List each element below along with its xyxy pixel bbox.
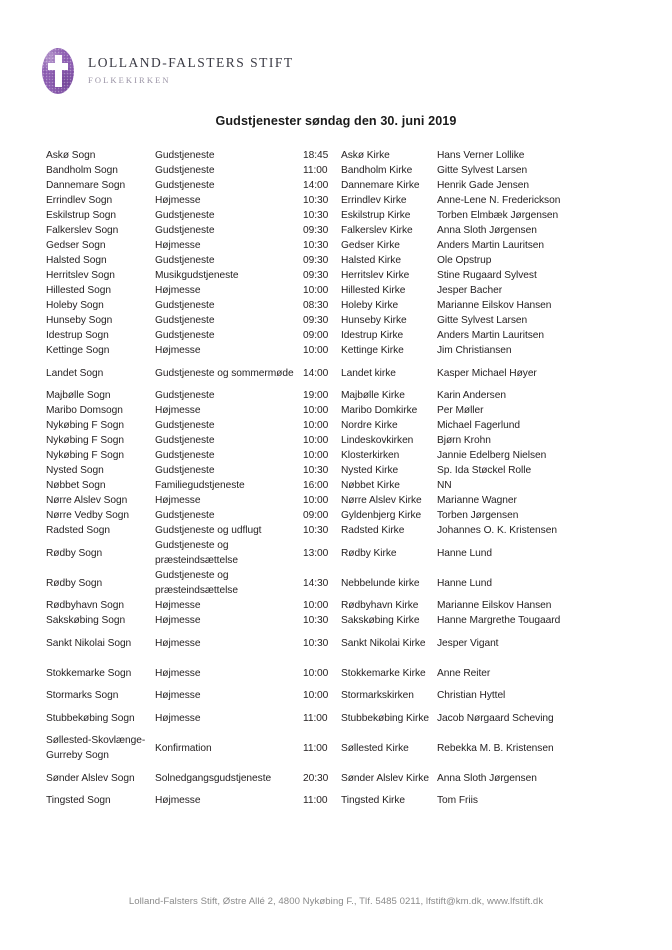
table-row [46,464,636,479]
cell-parish: Sakskøbing Sogn [46,615,126,627]
cell-time: 13:00 [303,547,329,559]
cell-parish: Nøbbet Sogn [46,480,106,492]
table-row [46,509,636,524]
table-row [46,164,636,179]
cell-church: Rødbyhavn Kirke [341,600,419,612]
cell-parish: Rødby Sogn [46,577,103,589]
cell-time: 20:30 [303,772,329,784]
cell-time: 09:00 [303,510,329,522]
cell-service: Gudstjeneste [155,330,215,342]
cell-parish: Nysted Sogn [46,465,104,477]
cell-pastor: Torben Jørgensen [437,510,519,522]
cell-pastor: Johannes O. K. Kristensen [437,525,557,537]
cell-service: Gudstjeneste [155,315,215,327]
cell-pastor: Anne Reiter [437,667,491,679]
cell-pastor: Stine Rugaard Sylvest [437,270,537,282]
cell-parish: Hunseby Sogn [46,315,113,327]
table-row [46,299,636,314]
cell-church: Majbølle Kirke [341,390,405,402]
cell-service: Højmesse [155,667,201,679]
cell-pastor: Kasper Michael Høyer [437,367,537,379]
cell-church: Errindlev Kirke [341,195,407,207]
cell-service: Højmesse [155,240,201,252]
table-row [46,659,636,689]
cell-parish: Nørre Alslev Sogn [46,495,128,507]
cell-parish: Rødbyhavn Sogn [46,600,125,612]
cell-service: Gudstjeneste [155,510,215,522]
table-row [46,539,636,569]
cell-service: Solnedgangsgudstjeneste [155,772,272,784]
cell-church: Nebbelunde kirke [341,577,420,589]
cell-pastor: Jesper Bacher [437,285,503,297]
cell-church: Maribo Domkirke [341,405,418,417]
cell-church: Sankt Nikolai Kirke [341,637,426,649]
cell-parish: Kettinge Sogn [46,345,110,357]
cell-parish: Halsted Sogn [46,255,107,267]
cell-church: Stormarkskirken [341,690,414,702]
cell-service: Gudstjeneste [155,300,215,312]
cell-parish: Nørre Vedby Sogn [46,510,130,522]
cell-parish: Stubbekøbing Sogn [46,712,135,724]
cell-pastor: Torben Elmbæk Jørgensen [437,210,559,222]
cell-service: Højmesse [155,795,201,807]
table-row [46,419,636,434]
cell-church: Gyldenbjerg Kirke [341,510,422,522]
cell-church: Rødby Kirke [341,547,397,559]
cell-parish: Sankt Nikolai Sogn [46,637,132,649]
cell-parish: Askø Sogn [46,150,96,162]
cell-parish: Hillested Sogn [46,285,111,297]
cell-pastor: Hans Verner Lollike [437,150,525,162]
cell-parish: Rødby Sogn [46,547,103,559]
cell-service: Højmesse [155,405,201,417]
cell-parish: Søllested-Skovlænge-Gurreby Sogn [46,735,146,761]
cell-parish: Majbølle Sogn [46,390,111,402]
cell-service: Højmesse [155,637,201,649]
cell-church: Kettinge Kirke [341,345,404,357]
cell-time: 14:30 [303,577,329,589]
cross-vertical-bar [55,55,62,87]
cell-church: Nysted Kirke [341,465,399,477]
cell-time: 10:00 [303,690,329,702]
table-row [46,689,636,704]
cell-service: Højmesse [155,690,201,702]
cell-pastor: Ole Opstrup [437,255,492,267]
cell-church: Sakskøbing Kirke [341,615,420,627]
cell-pastor: Anders Martin Lauritsen [437,330,545,342]
cell-service: Gudstjeneste og sommermøde [155,367,294,379]
cell-time: 11:00 [303,742,328,754]
cell-pastor: Jesper Vigant [437,637,499,649]
cell-parish: Idestrup Sogn [46,330,109,342]
table-row [46,764,636,794]
cell-service: Familiegudstjeneste [155,480,245,492]
cell-parish: Nykøbing F Sogn [46,435,124,447]
cell-church: Stubbekøbing Kirke [341,712,430,724]
table-row [46,359,636,389]
table-row [46,794,636,809]
cell-time: 10:30 [303,210,329,222]
schedule-body [46,149,636,809]
cell-service: Højmesse [155,285,201,297]
service-schedule-table [46,149,636,809]
table-row [46,629,636,659]
cell-pastor: Hanne Lund [437,547,493,559]
cell-parish: Maribo Domsogn [46,405,123,417]
table-row [46,224,636,239]
cell-time: 11:00 [303,795,328,807]
cell-pastor: Henrik Gade Jensen [437,180,529,192]
table-row [46,209,636,224]
cell-pastor: Hanne Lund [437,577,493,589]
cell-pastor: Per Møller [437,405,484,417]
cell-church: Hillested Kirke [341,285,406,297]
cell-time: 10:30 [303,465,329,477]
table-row [46,269,636,284]
table-row [46,404,636,419]
cell-parish: Eskilstrup Sogn [46,210,117,222]
cell-time: 10:00 [303,285,329,297]
cell-service: Gudstjeneste [155,210,215,222]
cell-time: 10:00 [303,667,329,679]
cell-pastor: Christian Hyttel [437,690,506,702]
cell-church: Tingsted Kirke [341,795,406,807]
cell-parish: Radsted Sogn [46,525,110,537]
cell-church: Nøbbet Kirke [341,480,400,492]
cell-parish: Gedser Sogn [46,240,106,252]
table-row [46,524,636,539]
cell-service: Gudstjeneste [155,165,215,177]
cell-service: Gudstjeneste og udflugt [155,525,262,537]
cell-pastor: Anne-Lene N. Frederickson [437,195,561,207]
stift-logo [42,46,294,96]
cell-time: 09:30 [303,255,329,267]
cell-service: Højmesse [155,712,201,724]
cell-pastor: Anna Sloth Jørgensen [437,225,537,237]
logo-wordmark [88,56,294,85]
cell-church: Radsted Kirke [341,525,405,537]
cell-service: Musikgudstjeneste [155,270,239,282]
cell-church: Falkerslev Kirke [341,225,413,237]
logo-subtitle: FOLKEKIRKEN [88,75,171,86]
table-row [46,329,636,344]
cell-service: Gudstjeneste [155,450,215,462]
cell-parish: Nykøbing F Sogn [46,450,124,462]
cell-church: Stokkemarke Kirke [341,667,426,679]
table-row [46,254,636,269]
cell-pastor: Jannie Edelberg Nielsen [437,450,547,462]
cell-service: Højmesse [155,615,201,627]
cell-time: 16:00 [303,480,329,492]
cell-time: 10:30 [303,615,329,627]
cross-horizontal-bar [48,63,68,70]
cell-church: Søllested Kirke [341,742,409,754]
cell-time: 09:30 [303,225,329,237]
cell-parish: Herritslev Sogn [46,270,115,282]
cell-parish: Falkerslev Sogn [46,225,119,237]
cell-pastor: Gitte Sylvest Larsen [437,315,528,327]
cell-service: Gudstjeneste [155,150,215,162]
cell-pastor: Gitte Sylvest Larsen [437,165,528,177]
cell-pastor: NN [437,480,452,492]
cell-time: 18:45 [303,150,329,162]
cell-time: 10:00 [303,600,329,612]
cell-parish: Sønder Alslev Sogn [46,772,135,784]
cell-service: Gudstjeneste [155,225,215,237]
cell-time: 10:30 [303,195,329,207]
cell-church: Herritslev Kirke [341,270,410,282]
cell-pastor: Tom Friis [437,795,478,807]
cell-time: 10:00 [303,435,329,447]
logo-title: LOLLAND-FALSTERS STIFT [88,55,294,71]
cell-church: Gedser Kirke [341,240,400,252]
cell-pastor: Anna Sloth Jørgensen [437,772,537,784]
cell-church: Nordre Kirke [341,420,398,432]
cell-church: Lindeskovkirken [341,435,414,447]
page-title: Gudstjenester søndag den 30. juni 2019 [215,114,457,128]
cell-pastor: Anders Martin Lauritsen [437,240,545,252]
cell-parish: Stormarks Sogn [46,690,119,702]
table-row [46,194,636,209]
table-row [46,569,636,599]
cell-service: Gudstjeneste [155,435,215,447]
table-row [46,389,636,404]
cell-time: 14:00 [303,180,329,192]
cell-service: Konfirmation [155,742,212,754]
cell-parish: Dannemare Sogn [46,180,126,192]
table-row [46,614,636,629]
cross-in-circle-icon [42,48,74,94]
table-row [46,284,636,299]
table-row [46,344,636,359]
table-row [46,494,636,509]
cell-time: 11:00 [303,712,328,724]
cell-parish: Errindlev Sogn [46,195,113,207]
cell-church: Hunseby Kirke [341,315,407,327]
cell-church: Sønder Alslev Kirke [341,772,429,784]
cell-service: Gudstjeneste [155,465,215,477]
table-row [46,449,636,464]
cell-service: Højmesse [155,345,201,357]
cell-parish: Nykøbing F Sogn [46,420,124,432]
cell-pastor: Bjørn Krohn [437,435,491,447]
cell-church: Nørre Alslev Kirke [341,495,422,507]
table-row [46,179,636,194]
cell-pastor: Michael Fagerlund [437,420,520,432]
cell-church: Holeby Kirke [341,300,399,312]
footer-contact-info: Lolland-Falsters Stift, Østre Allé 2, 4800 Nykøbing F., Tlf. 5485 0211, lfstift@km.dk, www.lfstift.dk [128,896,544,907]
cell-church: Askø Kirke [341,150,390,162]
cell-church: Landet kirke [341,367,396,379]
cell-time: 10:30 [303,637,329,649]
cell-church: Klosterkirken [341,450,400,462]
cell-church: Bandholm Kirke [341,165,413,177]
table-row [46,734,636,764]
table-row [46,239,636,254]
cell-time: 10:00 [303,345,329,357]
cell-parish: Holeby Sogn [46,300,104,312]
cell-church: Dannemare Kirke [341,180,420,192]
cell-time: 19:00 [303,390,329,402]
cell-time: 10:00 [303,405,329,417]
cell-pastor: Hanne Margrethe Tougaard [437,615,561,627]
cell-service: Gudstjeneste [155,255,215,267]
table-row [46,434,636,449]
cell-pastor: Karin Andersen [437,390,506,402]
cell-pastor: Sp. Ida Støckel Rolle [437,465,532,477]
cell-time: 10:30 [303,525,329,537]
cell-pastor: Jim Christiansen [437,345,512,357]
cell-parish: Landet Sogn [46,367,104,379]
cell-time: 11:00 [303,165,328,177]
table-row [46,149,636,164]
cell-church: Eskilstrup Kirke [341,210,411,222]
cell-time: 09:30 [303,315,329,327]
cell-service: Gudstjeneste [155,420,215,432]
cell-service: Gudstjeneste [155,180,215,192]
cell-time: 09:30 [303,270,329,282]
cell-time: 08:30 [303,300,329,312]
cell-church: Halsted Kirke [341,255,401,267]
cell-parish: Stokkemarke Sogn [46,667,132,679]
cell-time: 10:00 [303,495,329,507]
cell-time: 10:00 [303,450,329,462]
cell-service: Gudstjeneste og præsteindsættelse [155,540,238,566]
cell-service: Højmesse [155,495,201,507]
cell-service: Højmesse [155,195,201,207]
cell-service: Højmesse [155,600,201,612]
table-row [46,599,636,614]
cell-pastor: Rebekka M. B. Kristensen [437,742,554,754]
table-row [46,704,636,734]
cell-time: 09:00 [303,330,329,342]
cell-pastor: Marianne Wagner [437,495,517,507]
cell-church: Idestrup Kirke [341,330,404,342]
cell-service: Gudstjeneste og præsteindsættelse [155,570,238,596]
cell-pastor: Marianne Eilskov Hansen [437,600,552,612]
table-row [46,479,636,494]
cell-time: 14:00 [303,367,329,379]
cell-time: 10:30 [303,240,329,252]
table-row [46,314,636,329]
cell-pastor: Jacob Nørgaard Scheving [437,712,554,724]
cell-pastor: Marianne Eilskov Hansen [437,300,552,312]
cell-parish: Bandholm Sogn [46,165,118,177]
cell-parish: Tingsted Sogn [46,795,111,807]
cell-time: 10:00 [303,420,329,432]
cell-service: Gudstjeneste [155,390,215,402]
